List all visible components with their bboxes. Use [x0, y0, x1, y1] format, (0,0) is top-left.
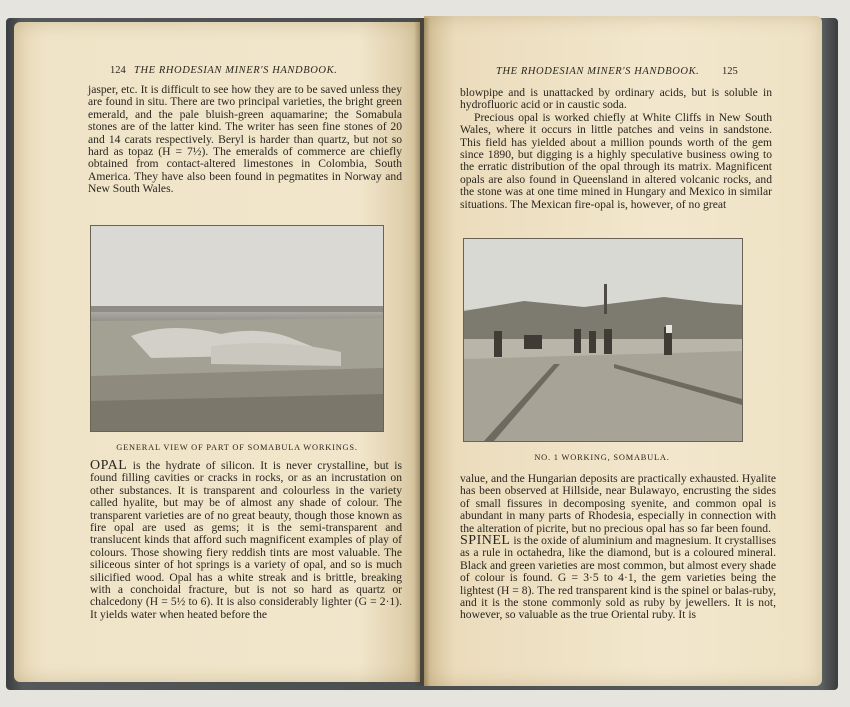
right-lower-paragraphs	[460, 473, 776, 622]
left-page-header	[110, 65, 126, 76]
working-photo-image	[464, 239, 742, 441]
opal-heading: OPAL	[90, 458, 128, 473]
right-running-title: THE RHODESIAN MINER'S HANDBOOK.	[496, 66, 700, 77]
right-page	[424, 16, 822, 686]
right-page-number: 125	[722, 66, 738, 77]
somabula-workings-photo	[90, 225, 384, 432]
spinel-text: is the oxide of aluminium and magnesium. It crystallises as a rule in octahedra, like the diamond, but is a coloured mineral. Black and green varieties are most common, but almost every shade of colour is found. G = 3·5 to 4·1, the gem varieties being the lightest (H = 8). The red transparent kind is the spinel or balas-ruby, and it is the stone commonly sold as ruby by jewellers. It is not, however, so valuable as the true Oriental ruby. It is	[460, 534, 777, 622]
workings-photo-image	[91, 226, 383, 431]
left-top-paragraph	[88, 84, 402, 196]
left-page-number: 124	[110, 65, 126, 76]
left-photo-caption: GENERAL VIEW OF PART OF SOMABULA WORKINGS.	[116, 443, 358, 452]
paragraph-emerald: jasper, etc. It is difficult to see how they are to be saved unless they are found in situ. There are two principal varieties, the bright green emerald, and the pale bluish-green aquamarine; the Somabula stones are of the latter kind. The writer has seen fine stones of 20 and 14 carats respectively. Beryl is harder than quartz, but not so hard as topaz (H = 7½). The emeralds of commerce are chiefly obtained from contact-altered limestones in Colombia, South America. They have also been found in pegmatites in Norway and New South Wales.	[88, 83, 402, 196]
spinel-heading: SPINEL	[460, 533, 511, 549]
paragraph-blowpipe: blowpipe and is unattacked by ordinary acids, but is soluble in hydrofluoric acid or in caustic soda.	[460, 86, 772, 112]
left-running-title: THE RHODESIAN MINER'S HANDBOOK.	[134, 65, 338, 76]
right-photo-caption: NO. 1 WORKING, SOMABULA.	[534, 453, 670, 462]
left-page	[14, 22, 420, 682]
opal-text: is the hydrate of silicon. It is never crystalline, but is found filling cavities or cracks in rocks, or as an incrustation on other substances. It is transparent and colourless in the variety called hyalite, but may be of almost any shade of colour. The transparent varieties are of no great beauty, though those known as fire opal are used as gems; it is the semi-transparent and translucent kinds that afford such magnificent examples of play of colours. Those showing fiery reddish tints are most valuable. The siliceous sinter of hot springs is a variety of opal, and so is much silicified wood. Opal has a white streak and is brittle, breaking with a conchoidal fracture, but is not so hard as quartz or chalcedony (H = 5½ to 6). It is also considerably lighter (G = 2·1). It yields water when heated before the	[90, 459, 402, 621]
paragraph-hungarian: value, and the Hungarian deposits are practically exhausted. Hyalite has been observed at Hillside, near Bulawayo, encrusting the sides of small fissures in decomposing syenite, and common opal is abundant in many parts of Rhodesia, especially in connection with the alteration of picrite, but no precious opal has so far been found.	[460, 472, 776, 535]
left-opal-paragraph	[90, 460, 402, 621]
right-top-paragraph	[460, 87, 772, 211]
paragraph-precious-opal: Precious opal is worked chiefly at White Cliffs in New South Wales, where it occurs in little patches and veins in sandstone. This field has yielded about a million pounds worth of the gem since 1890, but digging is a highly speculative business owing to the erratic distribution of the opal through its matrix. Magnificent opals are also found in Queensland in altered volcanic rocks, and the stone was at one time mined in Hungary and Mexico in similar situations. The Mexican fire-opal is, however, of no great	[460, 110, 772, 211]
book-gutter	[414, 18, 430, 686]
right-page-header	[722, 66, 738, 77]
no1-working-photo	[463, 238, 743, 442]
